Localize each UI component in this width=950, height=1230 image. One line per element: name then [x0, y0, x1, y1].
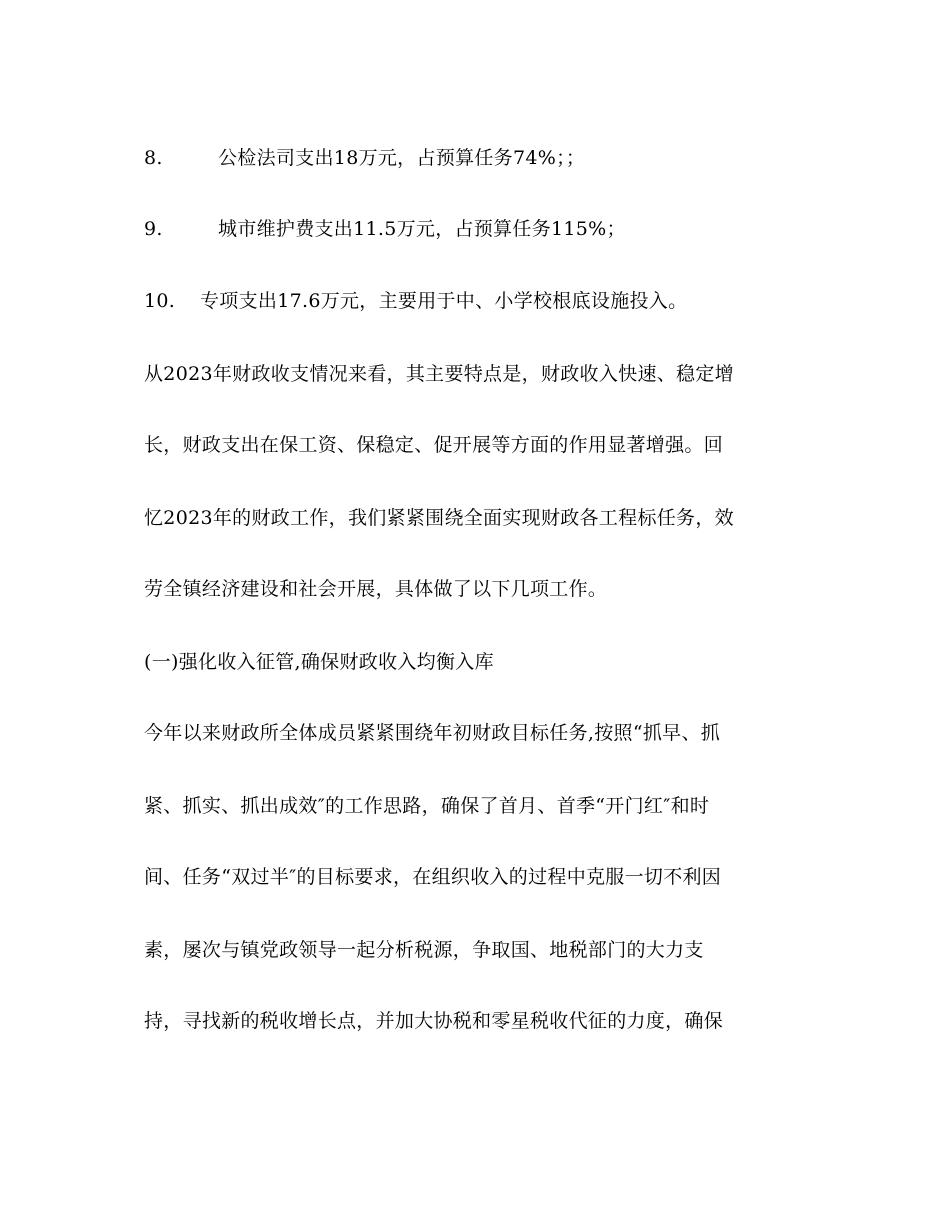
- paragraph-line: 间、任务“双过半″的目标要求，在组织收入的过程中克服一切不利因: [144, 866, 722, 888]
- list-item-text: 专项支出17.6万元，主要用于中、小学校根底设施投入。: [200, 290, 688, 312]
- section-heading: (一)强化收入征管,确保财政收入均衡入库: [144, 651, 494, 673]
- list-item-text: 城市维护费支出11.5万元，占预算任务115%；: [218, 218, 626, 240]
- paragraph-line: 忆2023年的财政工作，我们紧紧围绕全面实现财政各工程标任务，效: [144, 507, 734, 529]
- list-item-number: 8.: [144, 147, 163, 169]
- paragraph-line: 今年以来财政所全体成员紧紧围绕年初财政目标任务,按照“抓早、抓: [144, 722, 721, 744]
- list-item: [144, 145, 585, 171]
- paragraph-line: 持，寻找新的税收增长点，并加大协税和零星税收代征的力度，确保: [144, 1010, 724, 1032]
- list-item-number: 9.: [144, 218, 163, 240]
- list-item-number: 10.: [144, 290, 176, 312]
- paragraph-line: 劳全镇经济建设和社会开展，具体做了以下几项工作。: [144, 578, 608, 600]
- paragraph-line: 素，屡次与镇党政领导一起分析税源，争取国、地税部门的大力支: [144, 939, 704, 961]
- list-item: [144, 216, 626, 242]
- list-item: [144, 288, 687, 314]
- paragraph-line: 从2023年财政收支情况来看，其主要特点是，财政收入快速、稳定增: [144, 363, 734, 385]
- paragraph-line: 紧、抓实、抓出成效″的工作思路，确保了首月、首季“开门红″和时: [144, 795, 710, 817]
- list-item-text: 公检法司支出18万元，占预算任务74%；；: [218, 147, 586, 169]
- paragraph-line: 长，财政支出在保工资、保稳定、促开展等方面的作用显著增强。回: [144, 434, 724, 456]
